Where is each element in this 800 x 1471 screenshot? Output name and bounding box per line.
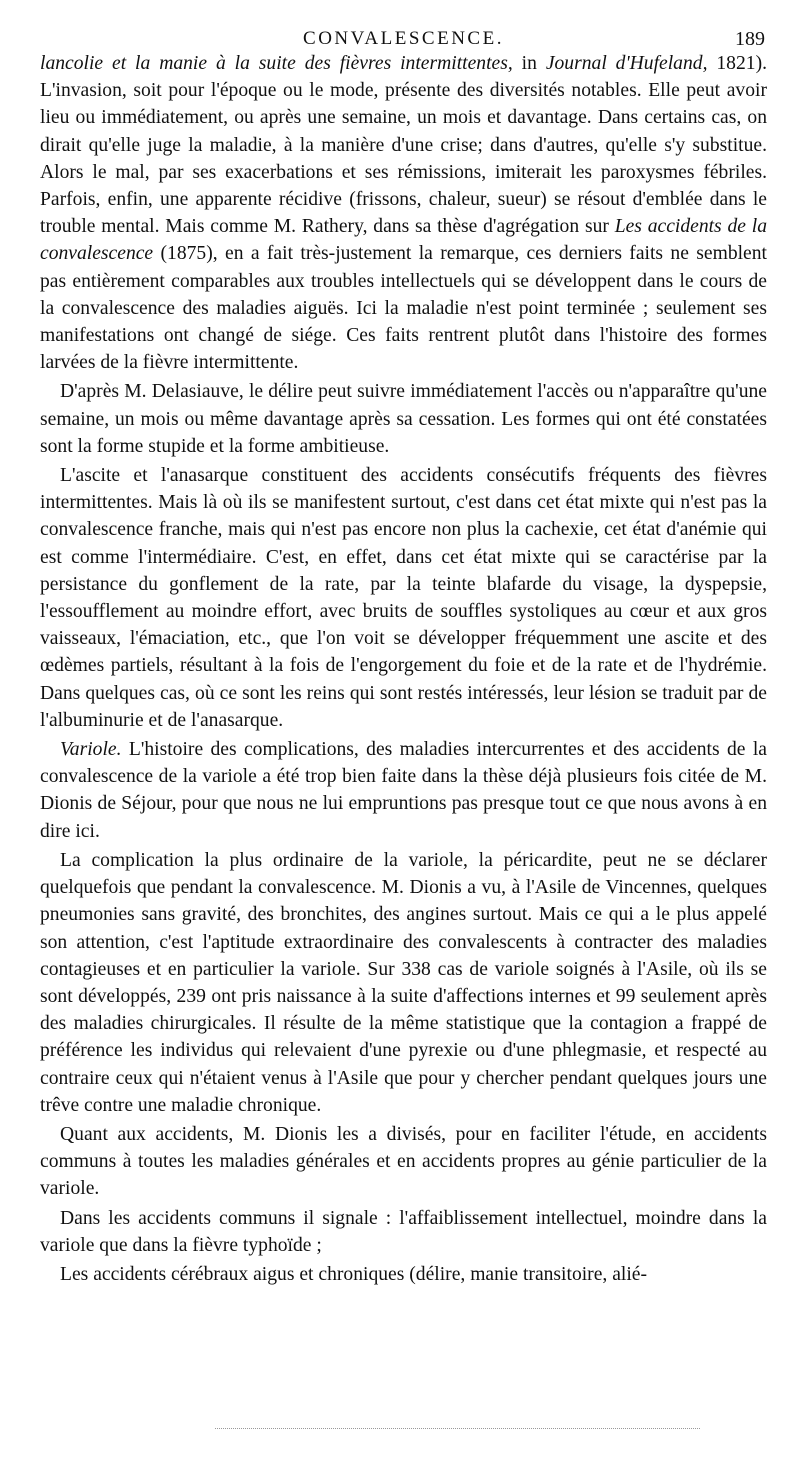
text-run: Quant aux accidents, M. Dionis les a divisés, pour en faciliter l'étude, en accidents communs à toutes les maladies générales et en accidents propres au génie particulier de la variole.: [40, 1123, 767, 1200]
text-run: L'ascite et l'anasarque constituent des accidents consécutifs fréquents des fièvres intermittentes. Mais là où ils se manifestent surtout, c'est dans cet état mixte qui n'est pas la convalescence franche, mais qui n'est pas encore non plus la cachexie, cet état d'anémie qui est comme l'intermédiaire. C'est, en effet, dans cet état mixte qui se caractérise par la persistance du gonflement de la rate, par la teinte blafarde du visage, la dyspepsie, l'essoufflement au moindre effort, avec bruits de souffles systoliques au cœur et aux gros vaisseaux, l'émaciation, etc., que l'on voit se développer fréquemment une ascite et des œdèmes partiels, résultant à la fois de l'engorgement du foie et de la rate et de l'hydrémie. Dans quelques cas, où ce sont les reins qui sont restés intéressés, leur lésion se traduit par de l'albuminurie et de l'anasarque.: [40, 465, 767, 731]
text-run: Dans les accidents communs il signale : l'affaiblissement intellectuel, moindre dans la variole que dans la fièvre typhoïde ;: [40, 1207, 767, 1256]
running-title: CONVALESCENCE.: [303, 28, 504, 49]
text-run: 1821). L'invasion, soit pour l'époque ou le mode, présente des diversités notables. Elle peut avoir lieu ou immédiatement, ou après une semaine, un mois et davantage. Dans certains cas, on dirait qu'elle juge la maladie, à la manière d'une crise; dans d'autres, qu'elle s'y substitue. Alors le mal, par ses exacerbations et ses rémissions, imiterait les paroxysmes fébriles. Parfois, enfin, une apparente récidive (frissons, chaleur, sueur) se résout d'emblée dans le trouble mental. Mais comme M. Rathery, dans sa thèse d'agrégation sur: [40, 53, 767, 238]
page-number: 189: [735, 28, 765, 50]
text-run: (1875), en a fait très-justement la remarque, ces derniers faits ne semblent pas entièrement comparables aux troubles intellectuels qui se développent dans le cours de la convalescence des maladies aiguës. Ici la maladie n'est point terminée ; seulement ses manifestations ont changé de siége. Ces faits rentrent plutôt dans l'histoire des formes larvées de la fièvre intermittente.: [40, 243, 767, 374]
text-run: Les accidents cérébraux aigus et chroniques (délire, manie transitoire, alié-: [60, 1263, 648, 1285]
italic-text: lancolie et la manie à la suite des fièvres intermittentes,: [40, 53, 513, 74]
paragraph: [40, 50, 767, 376]
italic-text: Journal d'Hufeland,: [545, 53, 708, 74]
paragraph: [40, 1121, 767, 1203]
paragraph: [40, 736, 767, 845]
text-run: La complication la plus ordinaire de la variole, la péricardite, peut ne se déclarer quelquefois que pendant la convalescence. M. Dionis a vu, à l'Asile de Vincennes, quelques pneumonies sans gravité, des bronchites, des angines surtout. Mais ce qui a le plus appelé son attention, c'est l'aptitude extraordinaire des convalescents à contracter des maladies contagieuses et en particulier la variole. Sur 338 cas de variole soignés à l'Asile, où ils se sont développés, 239 ont pris naissance à la suite d'affections internes et 99 seulement après des maladies chirurgicales. Il résulte de la même statistique que la contagion a frappé de préférence les individus qui relevaient d'une pyrexie ou d'une phlegmasie, et respecté au contraire ceux qui n'étaient venus à l'Asile que pour y chercher pendant quelques jours une trêve contre une maladie chronique.: [40, 849, 767, 1116]
text-run: L'histoire des complications, des maladies intercurrentes et des accidents de la convalescence de la variole a été trop bien faite dans la thèse déjà plusieurs fois citée de M. Dionis de Séjour, pour que nous ne lui empruntions pas presque tout ce que nous avons à en dire ici.: [40, 739, 767, 842]
paragraph: [40, 847, 767, 1119]
footer-rule: [215, 1428, 700, 1429]
running-head: [40, 0, 767, 50]
italic-text: Les accidents de la convalescence: [40, 216, 767, 265]
text-run: in: [512, 53, 546, 74]
paragraph: [40, 1205, 767, 1259]
body-text: [40, 50, 767, 1288]
paragraph: [40, 462, 767, 734]
italic-text: Variole.: [60, 739, 122, 761]
paragraph: [40, 1261, 767, 1288]
paragraph: [40, 378, 767, 460]
book-page: [40, 0, 767, 1288]
text-run: D'après M. Delasiauve, le délire peut suivre immédiatement l'accès ou n'apparaître qu'une semaine, un mois ou même davantage après sa cessation. Les formes qui ont été constatées sont la forme stupide et la forme ambitieuse.: [40, 381, 767, 457]
